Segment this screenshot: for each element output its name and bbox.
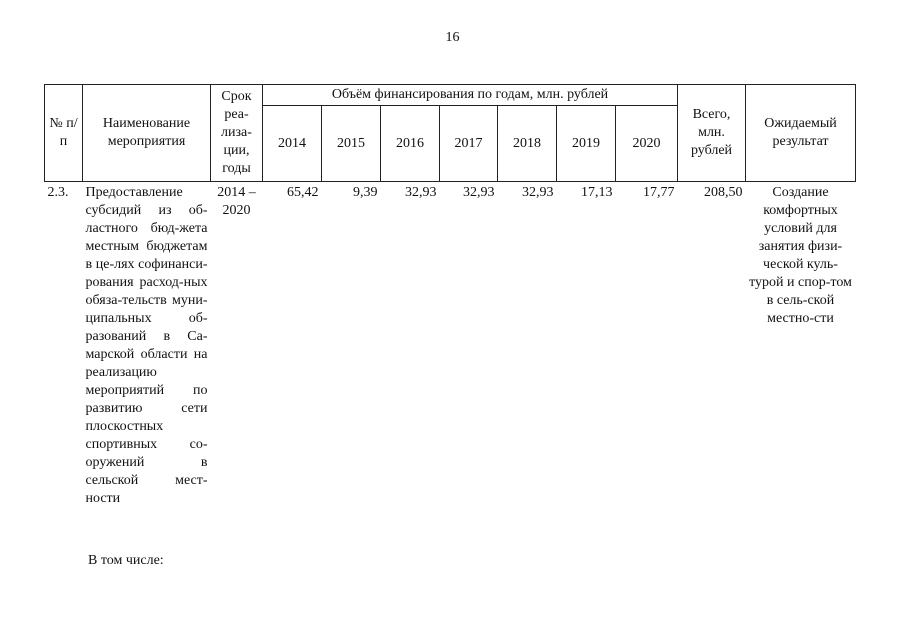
header-name: Наименование мероприятия [83, 85, 211, 182]
funding-table [44, 84, 856, 510]
value-2014: 65,42 [287, 185, 319, 200]
value-2015: 9,39 [353, 185, 378, 200]
header-year-2019: 2019 [557, 106, 616, 182]
value-2020: 17,77 [643, 185, 675, 200]
row-term: 2014 – 2020 [217, 185, 256, 218]
header-year-2016: 2016 [381, 106, 440, 182]
value-total: 208,50 [704, 185, 743, 200]
header-number: № п/п [45, 85, 83, 182]
header-year-2015: 2015 [322, 106, 381, 182]
header-result: Ожидаемый результат [746, 85, 856, 182]
header-year-2017: 2017 [440, 106, 498, 182]
value-2016: 32,93 [405, 185, 437, 200]
header-total: Всего, млн. рублей [678, 85, 746, 182]
header-year-2020: 2020 [616, 106, 678, 182]
header-year-2018: 2018 [498, 106, 557, 182]
header-year-2014: 2014 [263, 106, 322, 182]
page-number: 16 [445, 30, 460, 45]
header-term: Срок реа-лиза-ции, годы [211, 85, 263, 182]
header-funding-group: Объём финансирования по годам, млн. рублей [263, 85, 678, 106]
row-name: Предоставление субсидий из об-ластного бюд-жета местным бюджетам в це-лях софинанси-рования расход-ных обяза-тельств муни-ципальных об-разований в Са-марской области на реализацию мероприятий по развитию сети плоскостных спортивных со-оружений в сельской мест-ности [85, 185, 208, 506]
value-2018: 32,93 [522, 185, 554, 200]
row-number: 2.3. [47, 185, 69, 200]
including-label: В том числе: [88, 553, 164, 568]
value-2019: 17,13 [581, 185, 613, 200]
table-row [45, 182, 856, 511]
value-2017: 32,93 [463, 185, 495, 200]
row-result: Создание комфортных условий для занятия физи-ческой куль-турой и спор-том в сель-ской местно-сти [749, 185, 852, 326]
